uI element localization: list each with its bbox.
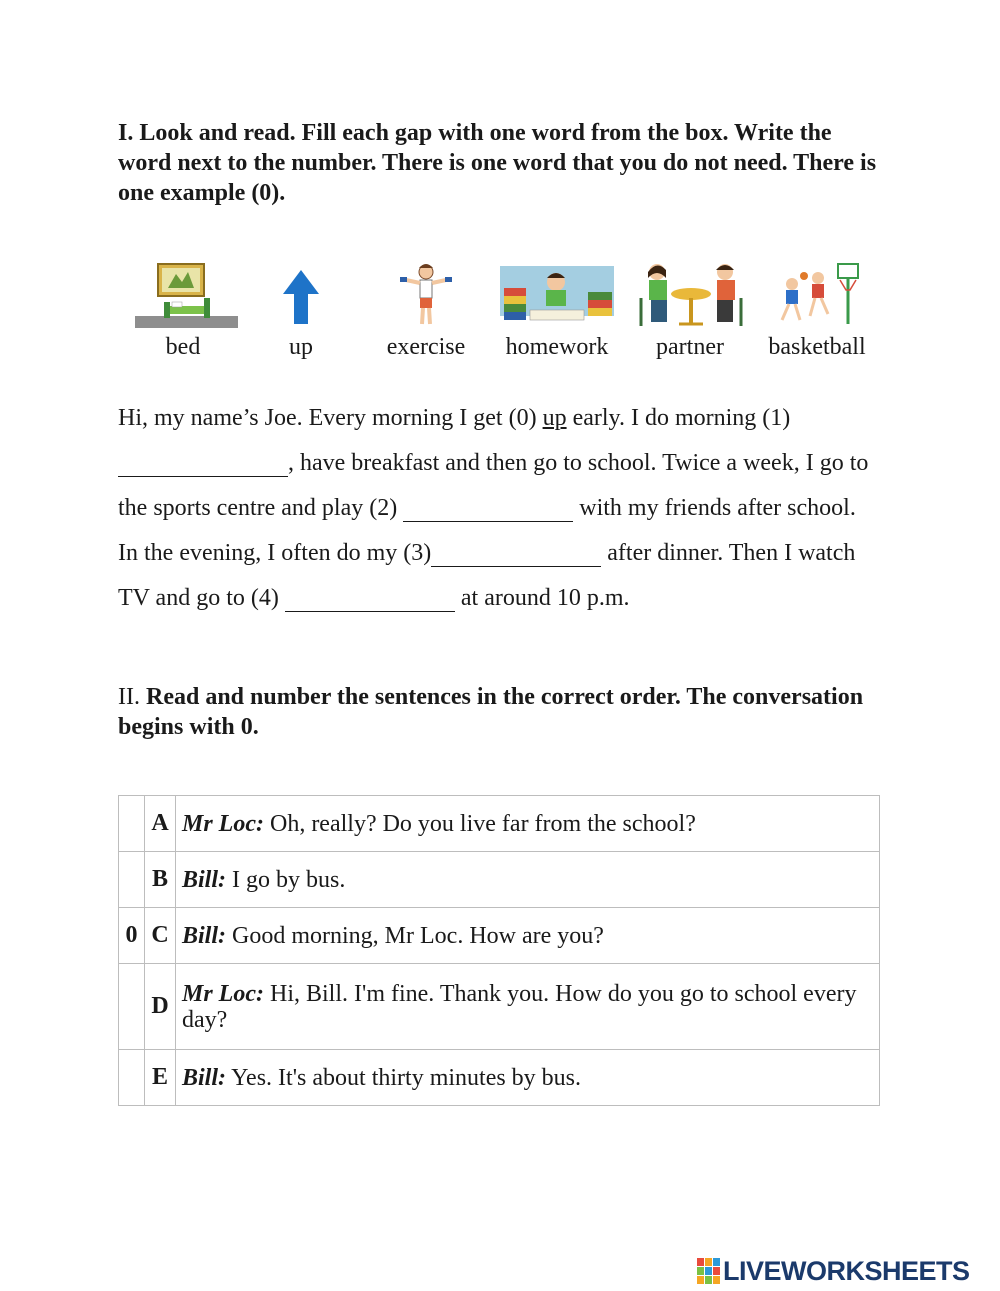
sentence-text: Yes. It's about thirty minutes by bus.	[226, 1064, 582, 1091]
passage-text: with my friends after school. In the evening, I often do my (3)	[118, 495, 856, 566]
word-label: basketball	[768, 334, 866, 360]
liveworksheets-logo	[697, 1256, 995, 1286]
row-sentence	[176, 852, 880, 908]
sentence-text: Oh, really? Do you live far from the school?	[263, 810, 696, 837]
row-letter: E	[145, 1050, 176, 1106]
order-number-input[interactable]	[121, 866, 143, 892]
table-row	[119, 796, 880, 852]
word-label: homework	[505, 334, 609, 360]
partner-icon	[625, 258, 755, 332]
row-letter: C	[145, 908, 176, 964]
passage-text: , have breakfast and then go to school. Twice a week, I go to the sports centre and play (2)	[118, 450, 869, 521]
gap-3-input[interactable]	[431, 541, 601, 567]
order-number-cell: 0	[119, 908, 145, 964]
passage-text: Hi, my name’s Joe. Every morning I get (0)	[118, 405, 543, 431]
exercise-icon	[361, 258, 491, 332]
example-answer: up	[542, 405, 567, 431]
row-letter: A	[145, 796, 176, 852]
passage-text: at around 10 p.m.	[454, 585, 630, 611]
section-1-instructions: I. Look and read. Fill each gap with one word from the box. Write the word next to the number. There is one word that you do not need. There is one example (0).	[118, 120, 877, 206]
sentence-text: Good morning, Mr Loc. How are you?	[226, 922, 604, 949]
basketball-icon	[752, 258, 882, 332]
section-2-title: Read and number the sentences in the correct order. The conversation begins with 0.	[118, 684, 864, 740]
sentence-text: Hi, Bill. I'm fine. Thank you. How do you go to school every day?	[182, 980, 857, 1033]
sentence-text: I go by bus.	[226, 866, 346, 893]
speaker-name: Mr Loc:	[182, 810, 264, 837]
homework-icon	[492, 258, 622, 332]
word-item-up	[236, 258, 366, 368]
order-number-cell[interactable]	[119, 852, 145, 908]
word-box	[118, 258, 888, 368]
gap-1-input[interactable]	[118, 451, 288, 477]
order-number-input[interactable]	[121, 1064, 143, 1090]
order-number-cell[interactable]	[119, 796, 145, 852]
speaker-name: Mr Loc:	[182, 980, 264, 1007]
order-number-input[interactable]	[121, 810, 143, 836]
order-number-input[interactable]	[121, 993, 143, 1019]
word-item-basketball	[752, 258, 882, 368]
gap-2-input[interactable]	[403, 496, 573, 522]
table-row	[119, 908, 880, 964]
logo-mark-icon	[697, 1258, 721, 1284]
ordering-table	[118, 795, 880, 1106]
passage	[118, 396, 878, 621]
table-row	[119, 852, 880, 908]
row-sentence	[176, 908, 880, 964]
row-letter: B	[145, 852, 176, 908]
bed-icon	[118, 258, 248, 332]
word-item-homework	[492, 258, 622, 368]
word-label: exercise	[386, 334, 466, 360]
row-sentence	[176, 796, 880, 852]
word-label: partner	[656, 334, 724, 360]
row-sentence	[176, 1050, 880, 1106]
passage-text: early. I do morning (1)	[566, 405, 791, 431]
logo-text: LIVEWORKSHEETS	[723, 1256, 970, 1286]
speaker-name: Bill:	[182, 866, 227, 893]
word-item-partner	[625, 258, 755, 368]
section-2-prefix: II.	[118, 684, 146, 710]
table-row	[119, 964, 880, 1050]
row-sentence	[176, 964, 880, 1050]
order-number-cell[interactable]	[119, 1050, 145, 1106]
word-item-exercise	[361, 258, 491, 368]
word-label: bed	[165, 334, 201, 360]
gap-4-input[interactable]	[285, 586, 455, 612]
speaker-name: Bill:	[182, 1064, 227, 1091]
passage-text: after dinner. Then I watch TV and go to (4)	[118, 540, 856, 611]
row-letter: D	[145, 964, 176, 1050]
speaker-name: Bill:	[182, 922, 227, 949]
order-number-cell[interactable]	[119, 964, 145, 1050]
table-row	[119, 1050, 880, 1106]
word-item-bed	[118, 258, 248, 368]
section-2-instructions	[118, 682, 878, 742]
word-label: up	[289, 334, 313, 360]
up-arrow-icon	[236, 258, 366, 332]
